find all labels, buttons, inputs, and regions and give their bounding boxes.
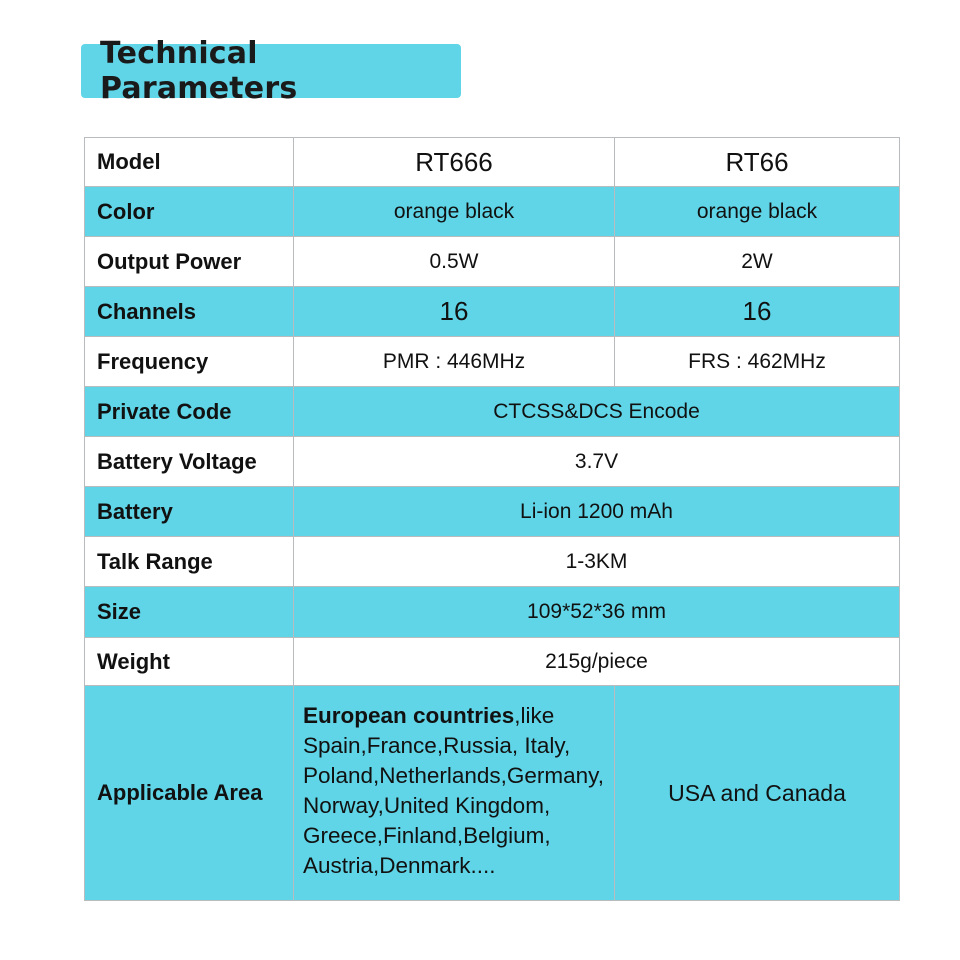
table-row <box>85 287 900 337</box>
spec-table <box>84 137 900 901</box>
title-badge <box>81 36 461 106</box>
table-row <box>85 187 900 237</box>
row-label-applicable-area: Applicable Area <box>85 686 294 901</box>
row-label-frequency: Frequency <box>85 337 294 387</box>
table-row <box>85 138 900 187</box>
table-row <box>85 437 900 487</box>
table-row <box>85 537 900 587</box>
table-row <box>85 587 900 638</box>
power-rt666: 0.5W <box>294 237 615 287</box>
table-row <box>85 638 900 686</box>
table-row <box>85 337 900 387</box>
private-code-value: CTCSS&DCS Encode <box>294 387 900 437</box>
table-row <box>85 387 900 437</box>
row-label-output-power: Output Power <box>85 237 294 287</box>
row-label-private-code: Private Code <box>85 387 294 437</box>
area-europe <box>294 686 615 901</box>
weight-value: 215g/piece <box>294 638 900 686</box>
channels-rt66: 16 <box>615 287 900 337</box>
row-label-weight: Weight <box>85 638 294 686</box>
row-label-channels: Channels <box>85 287 294 337</box>
table-row <box>85 237 900 287</box>
frequency-rt66: FRS : 462MHz <box>615 337 900 387</box>
row-label-battery-voltage: Battery Voltage <box>85 437 294 487</box>
channels-rt666: 16 <box>294 287 615 337</box>
frequency-rt666: PMR : 446MHz <box>294 337 615 387</box>
battery-voltage-value: 3.7V <box>294 437 900 487</box>
row-label-model: Model <box>85 138 294 187</box>
row-label-talk-range: Talk Range <box>85 537 294 587</box>
area-europe-list: ,like Spain,France,Russia, Italy, Poland,Netherlands,Germany, Norway,United Kingdom, Greece,Finland,Belgium, Austria,Denmark.... <box>303 703 604 878</box>
row-label-battery: Battery <box>85 487 294 537</box>
table-row <box>85 487 900 537</box>
area-north-america: USA and Canada <box>615 686 900 901</box>
size-value: 109*52*36 mm <box>294 587 900 638</box>
row-label-size: Size <box>85 587 294 638</box>
area-europe-heading: European countries <box>303 703 515 728</box>
power-rt66: 2W <box>615 237 900 287</box>
page-title: Technical Parameters <box>100 36 298 106</box>
model-rt666: RT666 <box>294 138 615 187</box>
table-row <box>85 686 900 901</box>
color-rt666: orange black <box>294 187 615 237</box>
row-label-color: Color <box>85 187 294 237</box>
talk-range-value: 1-3KM <box>294 537 900 587</box>
battery-value: Li-ion 1200 mAh <box>294 487 900 537</box>
color-rt66: orange black <box>615 187 900 237</box>
model-rt66: RT66 <box>615 138 900 187</box>
